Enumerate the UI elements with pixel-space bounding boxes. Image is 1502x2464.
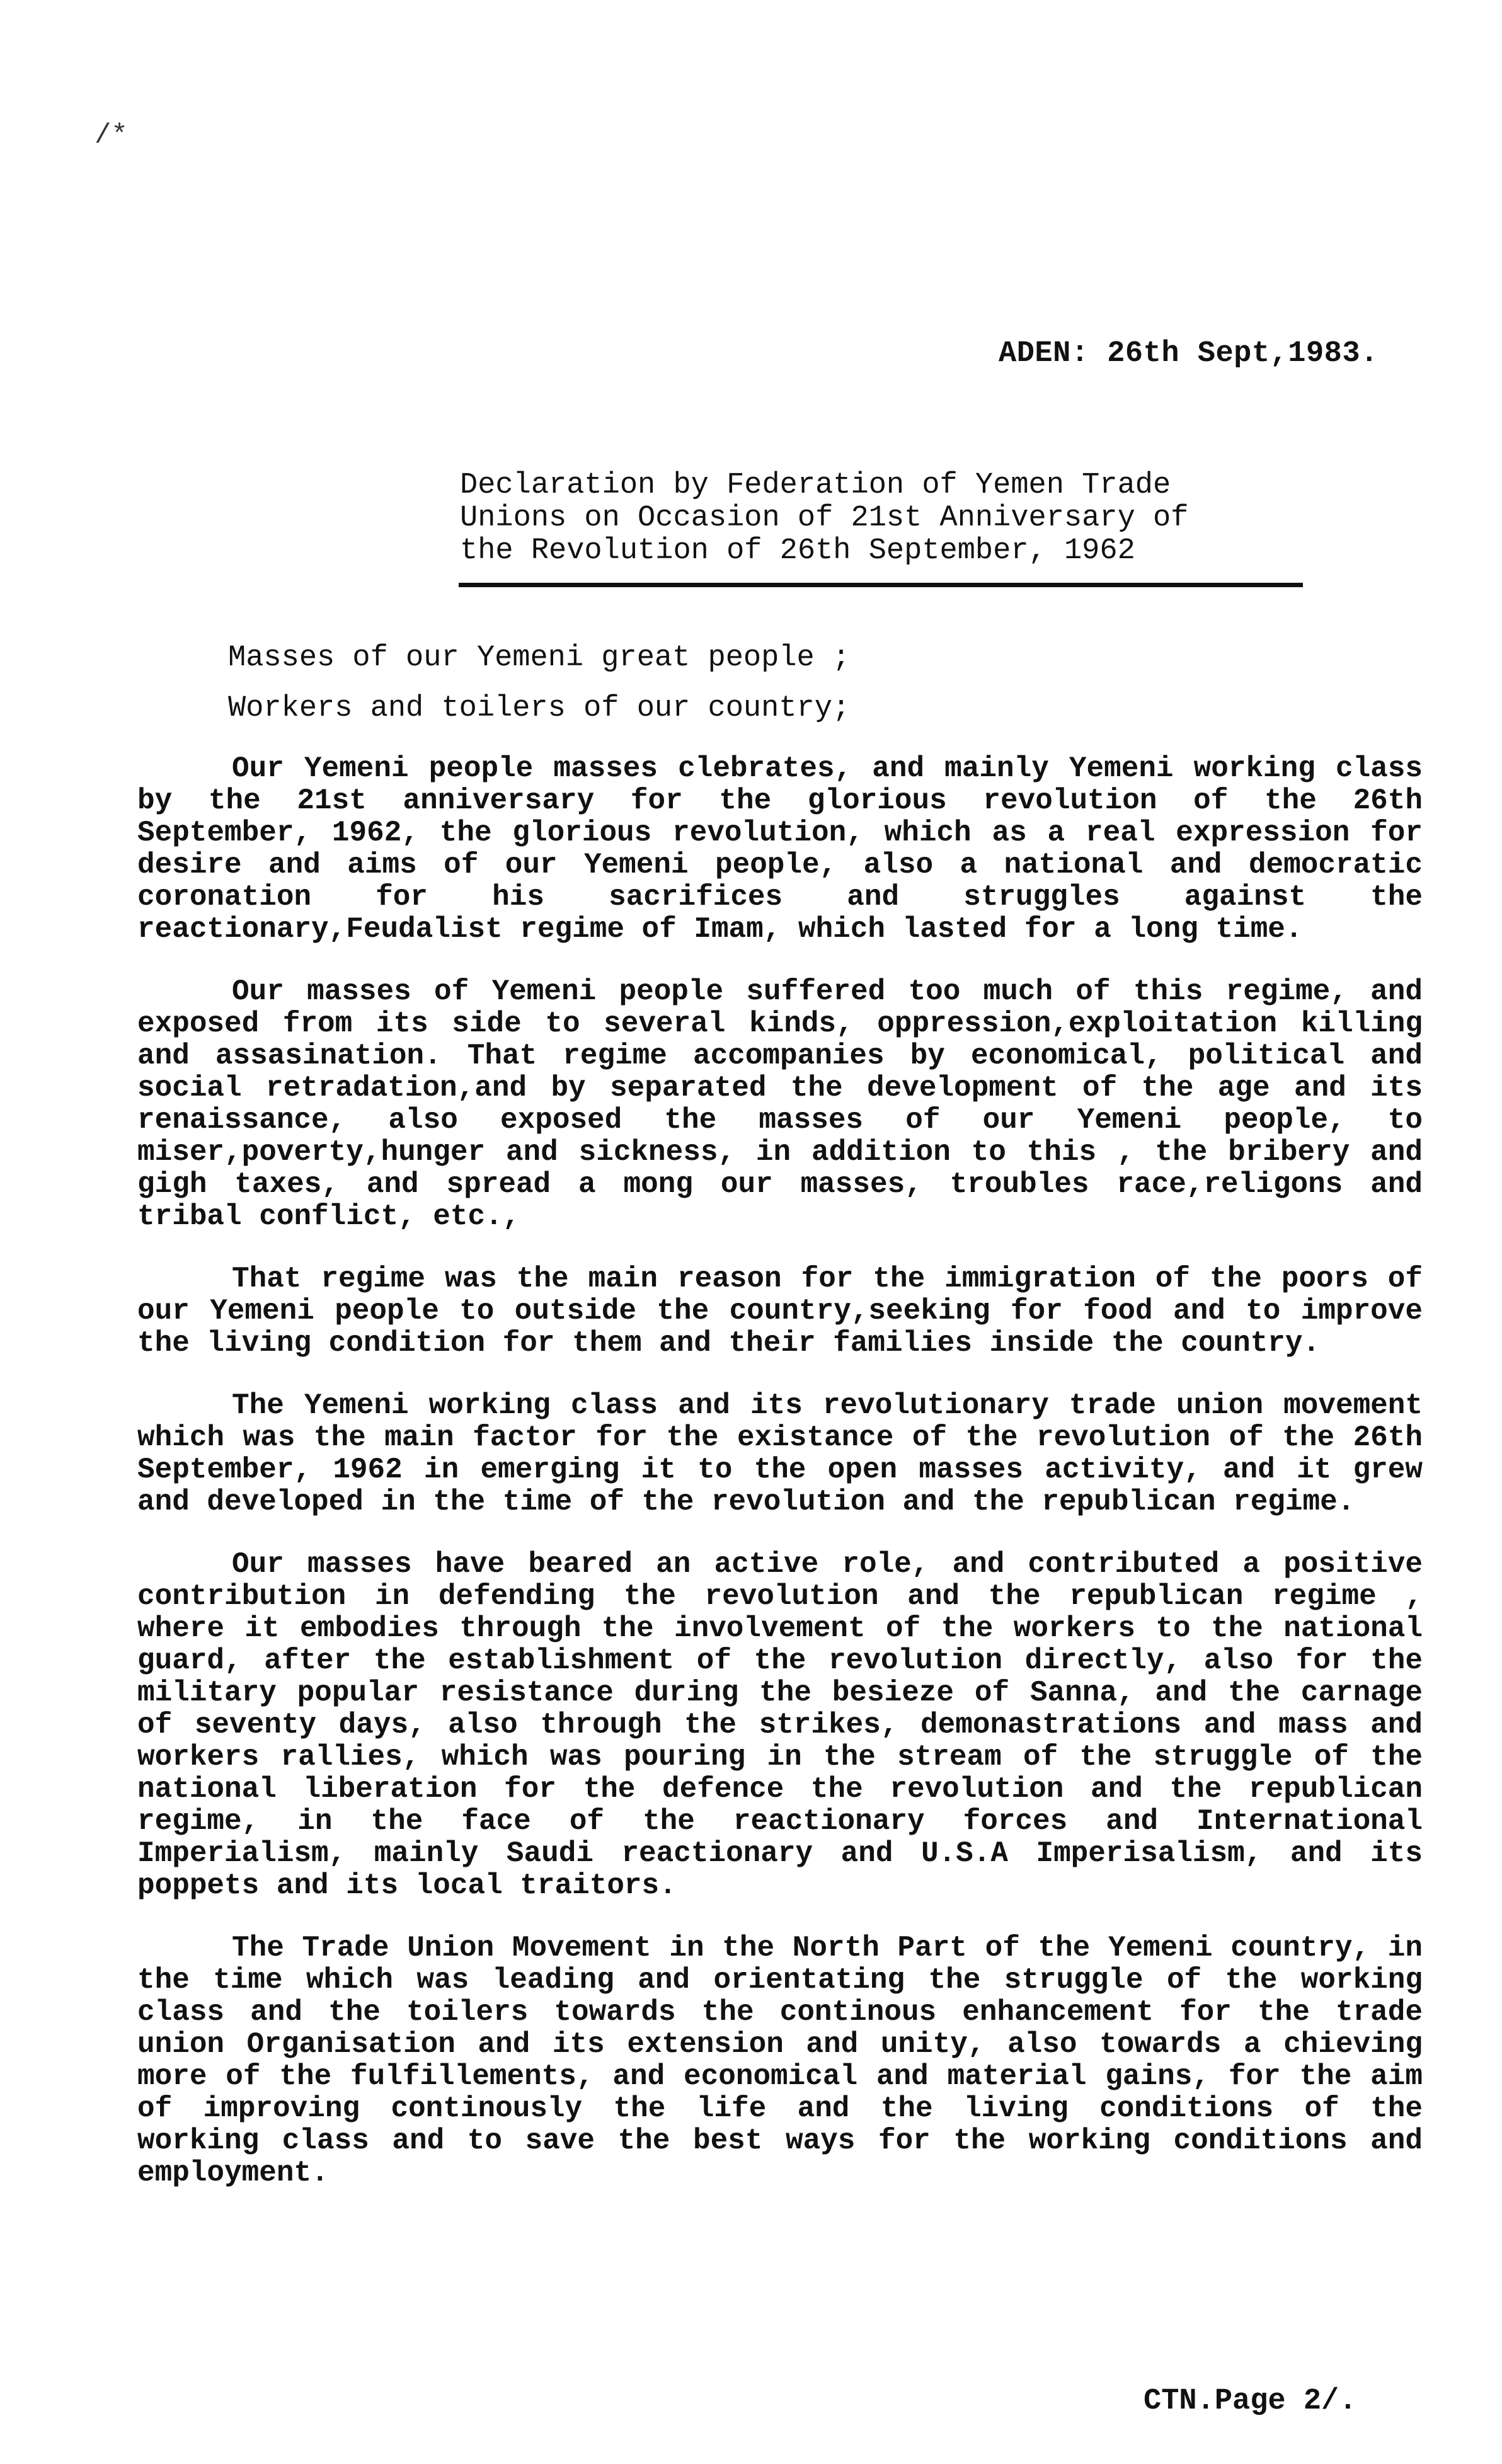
title-line: the Revolution of 26th September, 1962 (460, 534, 1135, 568)
document-title (460, 469, 1310, 568)
title-underline (459, 583, 1303, 587)
paragraph: The Yemeni working class and its revolutionary trade union movement which was the main factor for the existance of the revolution of the 26th September, 1962 in emerging it to the open masses activity, and it grew and developed in the time of the revolution and the republican regime. (137, 1389, 1423, 1518)
salutation-line: Masses of our Yemeni great people ; (228, 641, 851, 675)
paragraph: That regime was the main reason for the immigration of the poors of our Yemeni people to outside the country,seeking for food and to improve the living condition for them and their families inside the country. (137, 1263, 1423, 1360)
salutation-line: Workers and toilers of our country; (228, 692, 851, 725)
paragraph: Our Yemeni people masses clebrates, and mainly Yemeni working class by the 21st anniversary for the glorious revolution of the 26th September, 1962, the glorious revolution, which as a real expression for desire and aims of our Yemeni people, also a national and democratic coronation for his sacrifices and struggles against the reactionary,Feudalist regime of Imam, which lasted for a long time. (137, 752, 1423, 946)
paragraph: The Trade Union Movement in the North Part of the Yemeni country, in the time which was leading and orientating the struggle of the working class and the toilers towards the continous enhancement for the trade union Organisation and its extension and unity, also towards a chieving more of the fulfillements, and economical and material gains, for the aim of improving continously the life and the living conditions of the working class and to save the best ways for the working conditions and employment. (137, 1932, 1423, 2189)
document-body (137, 753, 1423, 2220)
paragraph: Our masses of Yemeni people suffered too much of this regime, and exposed from its side to several kinds, oppression,exploitation killing and assasination. That regime accompanies by economical, political and social retradation,and by separated the development of the age and its renaissance, also exposed the masses of our Yemeni people, to miser,poverty,hunger and sickness, in addition to this , the bribery and gigh taxes, and spread a mong our masses, troubles race,religons and tribal conflict, etc., (137, 975, 1423, 1233)
dateline: ADEN: 26th Sept,1983. (999, 337, 1379, 370)
paragraph: Our masses have beared an active role, and contributed a positive contribution in defending the revolution and the republican regime , where it embodies through the involvement of the workers to the national guard, after the establishment of the revolution directly, also for the military popular resistance during the besieze of Sanna, and the carnage of seventy days, also through the strikes, demonastrations and mass and workers rallies, which was pouring in the stream of the struggle of the national liberation for the defence the revolution and the republican regime, in the face of the reactionary forces and International Imperialism, mainly Saudi reactionary and U.S.A Imperisalism, and its poppets and its local traitors. (137, 1548, 1423, 1902)
stray-mark: /* (95, 120, 128, 151)
title-line: Declaration by Federation of Yemen Trade (460, 469, 1171, 502)
salutation (228, 633, 850, 734)
continuation-note: CTN.Page 2/. (1144, 2385, 1357, 2418)
title-line: Unions on Occasion of 21st Anniversary of (460, 501, 1189, 535)
